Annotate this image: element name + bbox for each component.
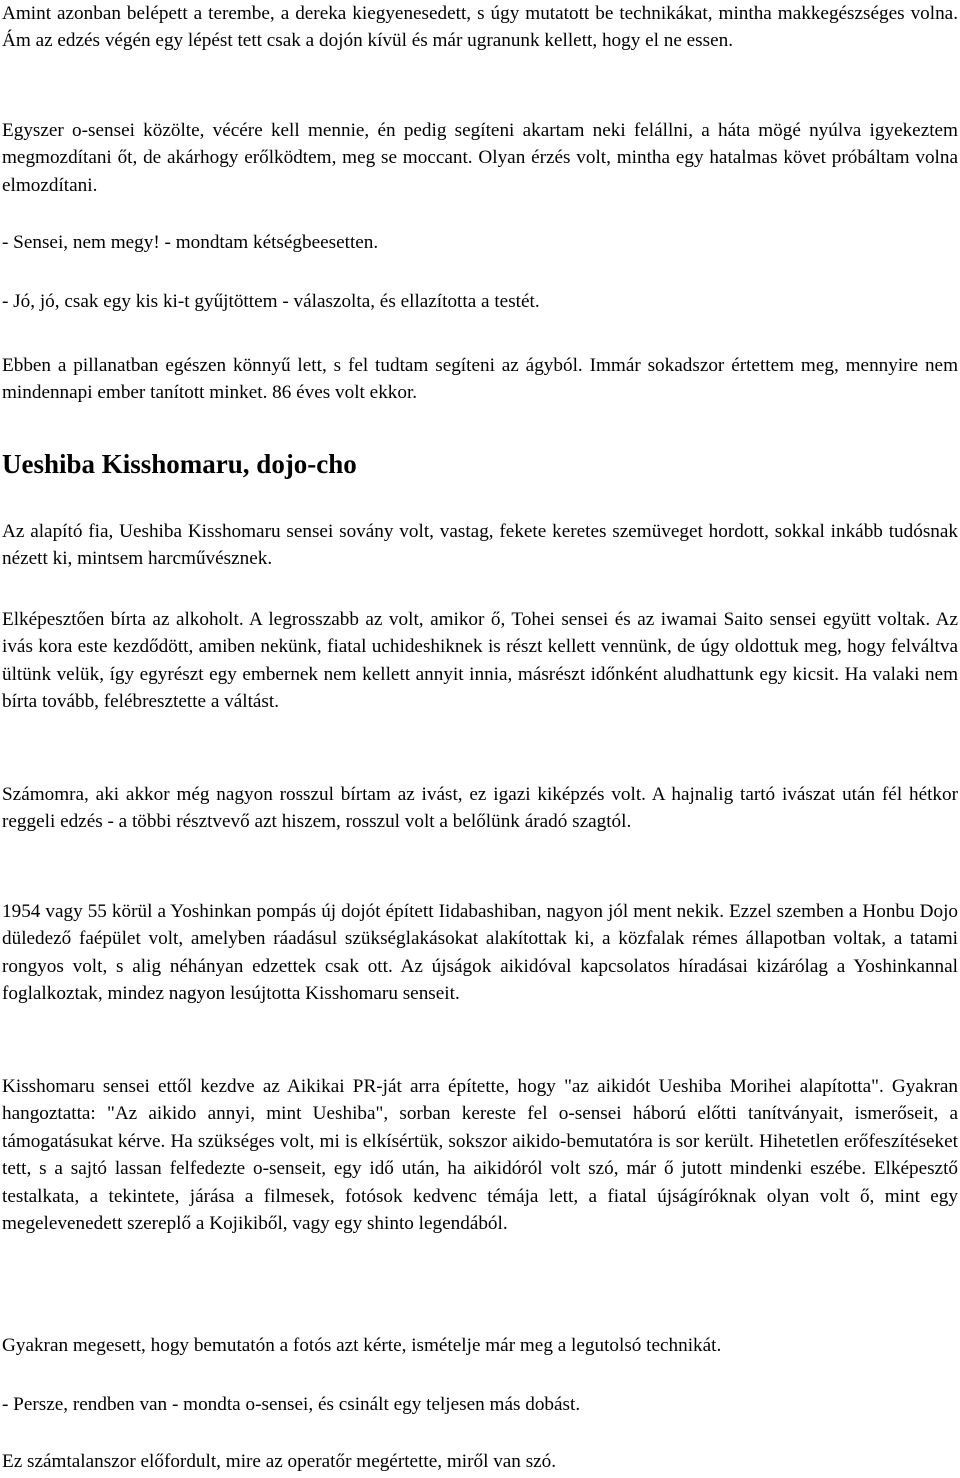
paragraph: Ebben a pillanatban egészen könnyű lett, s fel tudtam segíteni az ágyból. Immár sokadszor értettem meg, mennyire nem mindennapi ember tanított minket. 86 éves volt ekkor. (2, 355, 958, 404)
paragraph: - Jó, jó, csak egy kis ki-t gyűjtöttem - válaszolta, és ellazította a testét. (2, 291, 540, 312)
paragraph: - Persze, rendben van - mondta o-sensei, és csinált egy teljesen más dobást. (2, 1394, 581, 1415)
paragraph: - Sensei, nem megy! - mondtam kétségbeesetten. (2, 232, 379, 253)
paragraph: 1954 vagy 55 körül a Yoshinkan pompás új dojót épített Iidabashiban, nagyon jól ment nekik. Ezzel szemben a Honbu Dojo düledező faépület volt, amelyben ráadásul szükséglakásokat alakítottak ki, a közfalak rémes állapotban voltak, a tatami rongyos volt, s alig néhányan edzettek csak ott. Az újságok aikidóval kapcsolatos híradásai kizárólag a Yoshinkannal foglalkoztak, mindez nagyon lesújtotta Kisshomaru senseit. (2, 901, 958, 1005)
paragraph: Gyakran megesett, hogy bemutatón a fotós azt kérte, ismételje már meg a legutolsó technikát. (2, 1335, 722, 1356)
paragraph: Számomra, aki akkor még nagyon rosszul bírtam az ivást, ez igazi kiképzés volt. A hajnalig tartó ivászat után fél hétkor reggeli edzés - a többi résztvevő azt hiszem, rosszul volt a belőlünk áradó szagtól. (2, 784, 958, 833)
paragraph: Amint azonban belépett a terembe, a dereka kiegyenesedett, s úgy mutatott be technikákat, mintha makkegészséges volna. Ám az edzés végén egy lépést tett csak a dojón kívül és már ugranunk kellett, hogy el ne essen. (2, 3, 958, 52)
paragraph: Elképesztően bírta az alkoholt. A legrosszabb az volt, amikor ő, Tohei sensei és az iwamai Saito sensei együtt voltak. Az ivás kora este kezdődött, amiben nekünk, fiatal uchideshiknek is részt kellett vennünk, de úgy oldottuk meg, hogy felváltva ültünk velük, így egyrészt egy embernek nem kellett annyit innia, másrészt időnként aludhattunk egy kicsit. Ha valaki nem bírta tovább, felébresztette a váltást. (2, 609, 958, 713)
paragraph: Egyszer o-sensei közölte, vécére kell mennie, én pedig segíteni akartam neki felállni, a háta mögé nyúlva igyekeztem megmozdítani őt, de akárhogy erőlködtem, meg se moccant. Olyan érzés volt, mintha egy hatalmas követ próbáltam volna elmozdítani. (2, 120, 958, 196)
paragraph: Ez számtalanszor előfordult, mire az operatőr megértette, miről van szó. (2, 1451, 557, 1472)
paragraph: Az alapító fia, Ueshiba Kisshomaru sensei sovány volt, vastag, fekete keretes szemüveget hordott, sokkal inkább tudósnak nézett ki, mintsem harcművésznek. (2, 521, 958, 570)
paragraph: Kisshomaru sensei ettől kezdve az Aikikai PR-ját arra építette, hogy "az aikidót Ueshiba Morihei alapította". Gyakran hangoztatta: "Az aikido annyi, mint Ueshiba", sorban kereste fel o-sensei háború előtti tanítványait, ismerőseit, a támogatásukat kérve. Ha szükséges volt, mi is elkísértük, sokszor aikido-bemutatóra is sor került. Hihetetlen erőfeszítéseket tett, s a sajtó lassan felfedezte o-senseit, egy idő után, ha aikidóról volt szó, már ő jutott mindenki eszébe. Elképesztő testalkata, a tekintete, járása a filmesek, fotósok kedvenc témája lett, a fiatal újságíróknak olyan volt ő, mint egy megelevenedett szereplő a Kojikiből, vagy egy shinto legendából. (2, 1076, 958, 1235)
section-heading: Ueshiba Kisshomaru, dojo-cho (2, 449, 357, 479)
